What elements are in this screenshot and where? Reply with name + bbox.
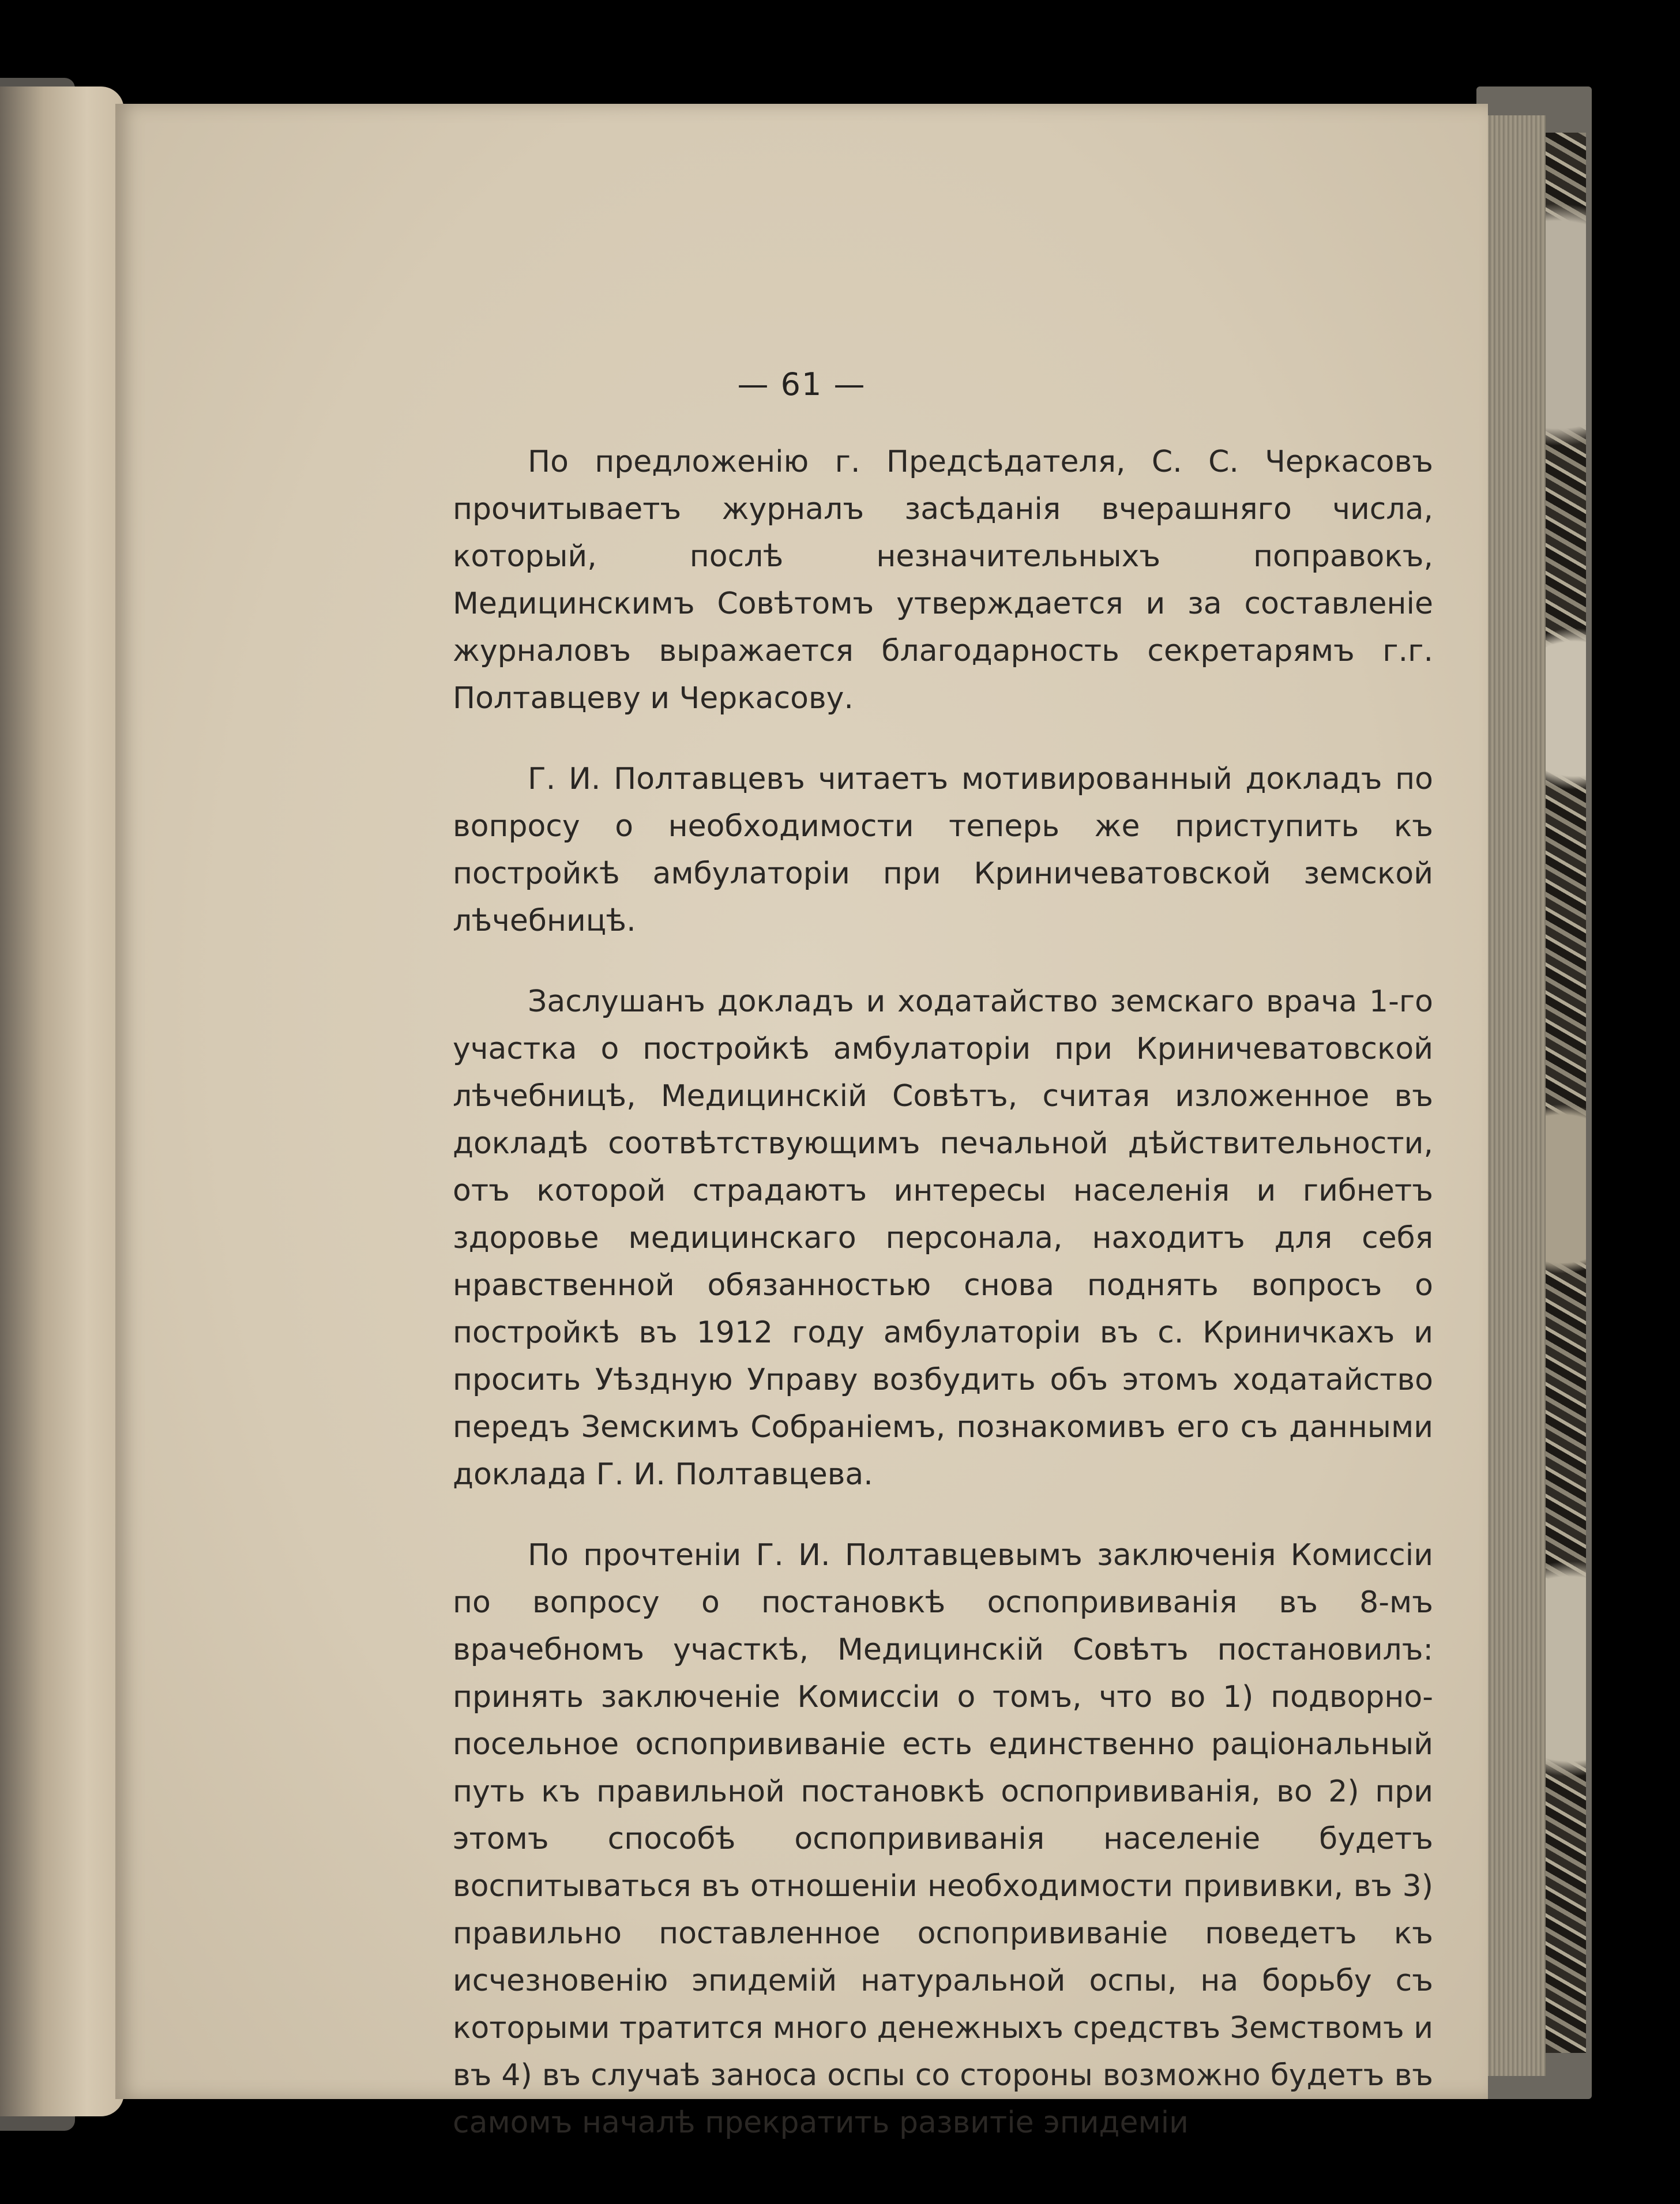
paragraph-2: Г. И. Полтавцевъ читаетъ мотивированный докладъ по вопросу о необходимости теперь же приступить къ постройкѣ амбулаторіи при Криничеватовской земской лѣчебницѣ.	[453, 762, 1433, 938]
marbled-edge	[1546, 133, 1586, 2053]
paragraph-4: По прочтеніи Г. И. Полтавцевымъ заключенія Комиссіи по вопросу о постановкѣ оспопрививанія въ 8-мъ врачебномъ участкѣ, Медицинскій Совѣтъ постановилъ: принять заключеніе Комиссіи о томъ, что во 1) подворно-посельное оспопрививаніе есть единственно раціональный путь къ правильной постановкѣ оспопрививанія, во 2) при этомъ способѣ оспопрививанія населеніе будетъ воспитываться въ отношеніи необходимости прививки, въ 3) правильно поставленное оспопрививаніе поведетъ къ исчезновенію эпидемій натуральной оспы, на борьбу съ которыми тратится много денежныхъ средствъ Земствомъ и въ 4) въ случаѣ заноса оспы со стороны возможно будетъ въ самомъ началѣ прекратить развитіе эпидеміи	[453, 1538, 1434, 2140]
paragraph-1: По предложенію г. Предсѣдателя, С. С. Черкасовъ прочитываетъ журналъ засѣданія вчерашняго числа, который, послѣ незначительныхъ поправокъ, Медицинскимъ Совѣтомъ утверждается и за составленіе журналовъ выражается благодарность секретарямъ г.г. Полтавцеву и Черкасову.	[453, 445, 1433, 716]
book-page	[115, 104, 1488, 2140]
previous-page-edge	[0, 86, 124, 2116]
paragraph-3: Заслушанъ докладъ и ходатайство земскаго врача 1-го участка о постройкѣ амбулаторіи при Криничеватовской лѣчебницѣ, Медицинскій Совѣтъ, считая изложенное въ докладѣ соотвѣтствующимъ печальной дѣйствительности, отъ которой страдаютъ интересы населенія и гибнетъ здоровье медицинскаго персонала, находитъ для себя нравственной обязанностью снова поднять вопросъ о постройкѣ въ 1912 году амбулаторіи въ с. Криничкахъ и просить Уѣздную Управу возбудить объ этомъ ходатайство передъ Земскимъ Собраніемъ, познакомивъ его съ данными доклада Г. И. Полтавцева.	[453, 984, 1433, 1492]
page-number: — 61 —	[737, 366, 866, 403]
page-text	[453, 438, 1433, 2146]
